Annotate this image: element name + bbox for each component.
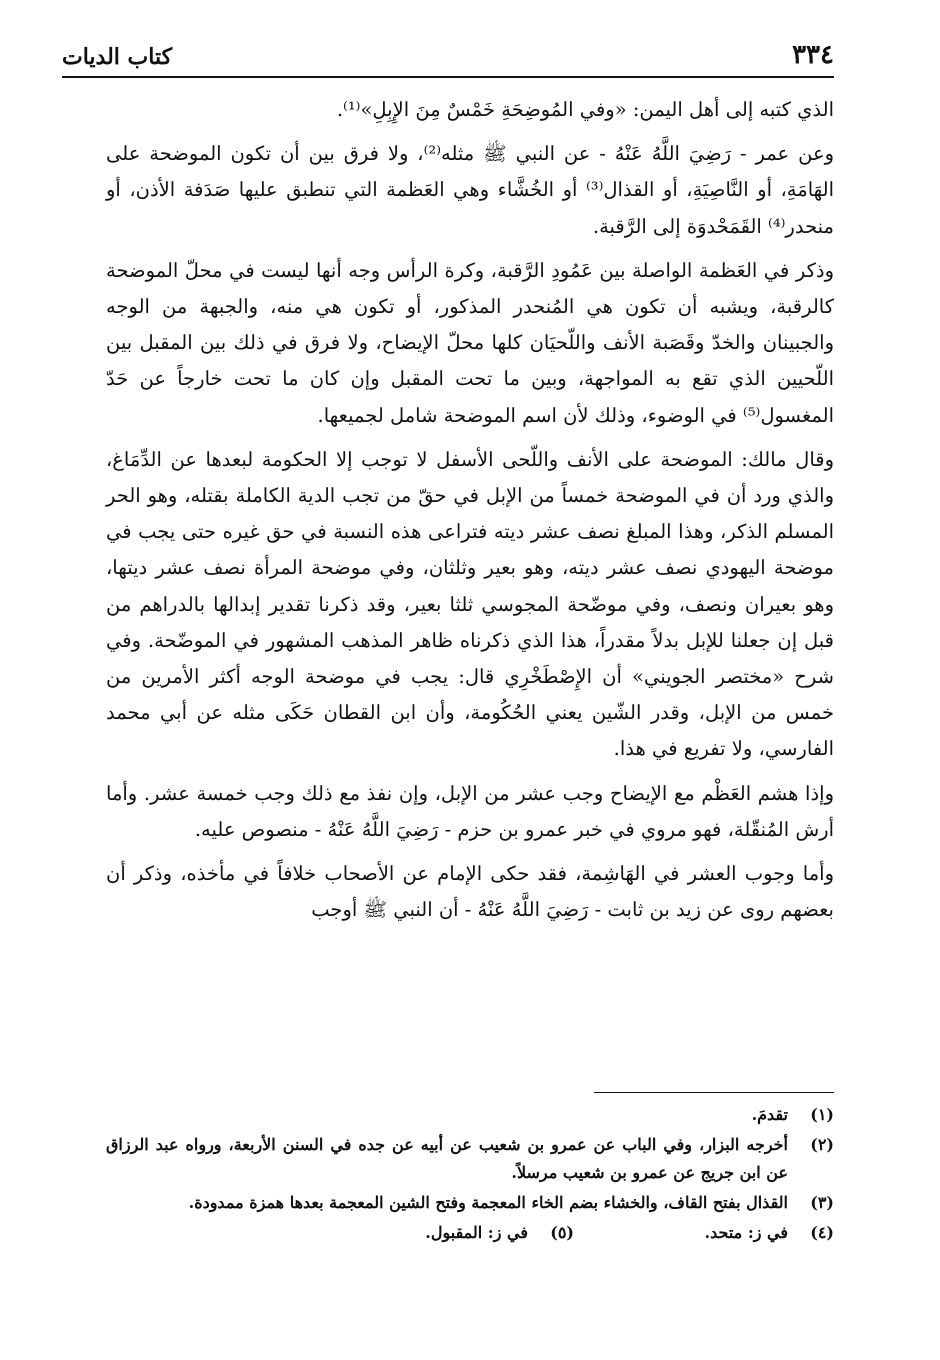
footnote-text: تقدمَ. bbox=[751, 1105, 788, 1124]
footnote-text: في ز: المقبول. bbox=[425, 1223, 528, 1242]
header-rule bbox=[62, 76, 834, 78]
paragraph: وعن عمر - رَضِيَ اللَّهُ عَنْهُ - عن النبي ﷺ مثله⁽²⁾، ولا فرق بين أن تكون الموضحة على الهَامَةِ، أو النَّاصِيَةِ، أو القذال⁽³⁾ أو الخُشَّاء وهي العَظمة التي تنطبق عليها صَدَفة الأذن، أو منحدر⁽⁴⁾ القَمَحْدوَة إلى الرَّقبة. bbox=[106, 142, 834, 238]
footnote-number: (٣) bbox=[810, 1193, 834, 1212]
footnote bbox=[314, 1219, 574, 1247]
main-text bbox=[106, 92, 834, 936]
footnote bbox=[106, 1101, 834, 1129]
footnote-number: (٤) bbox=[810, 1223, 834, 1242]
footnote-text: القذال بفتح القاف، والخشاء بضم الخاء المعجمة وفتح الشين المعجمة بعدها همزة ممدودة. bbox=[188, 1193, 788, 1212]
paragraph: وإذا هشم العَظْم مع الإيضاح وجب عشر من الإبل، وإن نفذ مع ذلك وجب خمسة عشر. وأما أرش المُنقّلة، فهو مروي في خبر عمرو بن حزم - رَضِيَ اللَّهُ عَنْهُ - منصوص عليه. bbox=[106, 781, 834, 841]
footnote-text: في ز: متحد. bbox=[704, 1223, 788, 1242]
page-header bbox=[62, 40, 834, 74]
paragraph: الذي كتبه إلى أهل اليمن: «وفي المُوضِحَةِ خَمْسٌ مِنَ الإِبِلِ»⁽¹⁾. bbox=[336, 98, 834, 121]
footnotes bbox=[106, 1101, 834, 1247]
footnote-text: أخرجه البزار، وفي الباب عن عمرو بن شعيب عن أبيه عن جده في السنن الأربعة، ورواه عبد الرزاق عن ابن جريج عن عمرو بن شعيب مرسلاً. bbox=[106, 1135, 788, 1182]
footnote bbox=[574, 1219, 834, 1247]
footnote bbox=[106, 1189, 834, 1217]
paragraph: وأما وجوب العشر في الهَاشِمة، فقد حكى الإمام عن الأصحاب خلافاً في مأخذه، وذكر أن بعضهم روى عن زيد بن ثابت - رَضِيَ اللَّهُ عَنْهُ - أن النبي ﷺ أوجب bbox=[106, 862, 834, 922]
footnote-number: (٢) bbox=[810, 1135, 834, 1154]
paragraph: وذكر في العَظمة الواصلة بين عَمُودِ الرَّقبة، وكرة الرأس وجه أنها ليست في محلّ الموضحة كالرقبة، ويشبه أن تكون هي المُنحدر المذكور، أو تكون هي منه، والجبهة من الوجه والجبينان والخدّ وقَصَبة الأنف واللّحيَان كلها محلّ الإيضاح، ولا فرق في ذلك بين المقبل بين اللّحيين الذي تقع به المواجهة، وبين ما تحت المقبل وإن كان ما تحت خارجاً عن حَدّ المغسول⁽⁵⁾ في الوضوء، وذلك لأن اسم الموضحة شامل لجميعها. bbox=[106, 258, 834, 427]
running-title: كتاب الديات bbox=[62, 44, 173, 70]
footnote-number: (٥) bbox=[550, 1223, 574, 1242]
footnote bbox=[106, 1131, 834, 1187]
footnote-separator bbox=[594, 1092, 834, 1093]
footnote-row bbox=[106, 1219, 834, 1247]
paragraph: وقال مالك: الموضحة على الأنف واللّحى الأسفل لا توجب إلا الحكومة لبعدها عن الدِّمَاغ، والذي ورد أن في الموضحة خمساً من الإبل في حقّ من تجب الدية الكاملة بقتله، وهو الحر المسلم الذكر، وهذا المبلغ نصف عشر ديته فتراعى هذه النسبة في حق غيره حتى يجب في موضحة اليهودي نصف عشر ديته، وهو بعير وثلثان، وفي موضحة المرأة نصف عشر ديتها، وهو بعيران ونصف، وفي موضّحة المجوسي ثلثا بعير، وقد ذكرنا تقدير إبدالها بالدراهم من قبل إن جعلنا للإبل بدلاً مقدراً، هذا الذي ذكرناه ظاهر المذهب المشهور في الموضّحة. وفي شرح «مختصر الجويني» أن الإِصْطَخْرِي قال: يجب في موضحة الوجه أكثر الأمرين من خمس من الإبل، وقدر الشّين يعني الحُكُومة، وأن ابن القطان حَكَى مثله عن أبي محمد الفارسي، ولا تفريع في هذا. bbox=[106, 447, 834, 761]
footnote-number: (١) bbox=[810, 1105, 834, 1124]
page-number: ٣٣٤ bbox=[792, 40, 834, 70]
